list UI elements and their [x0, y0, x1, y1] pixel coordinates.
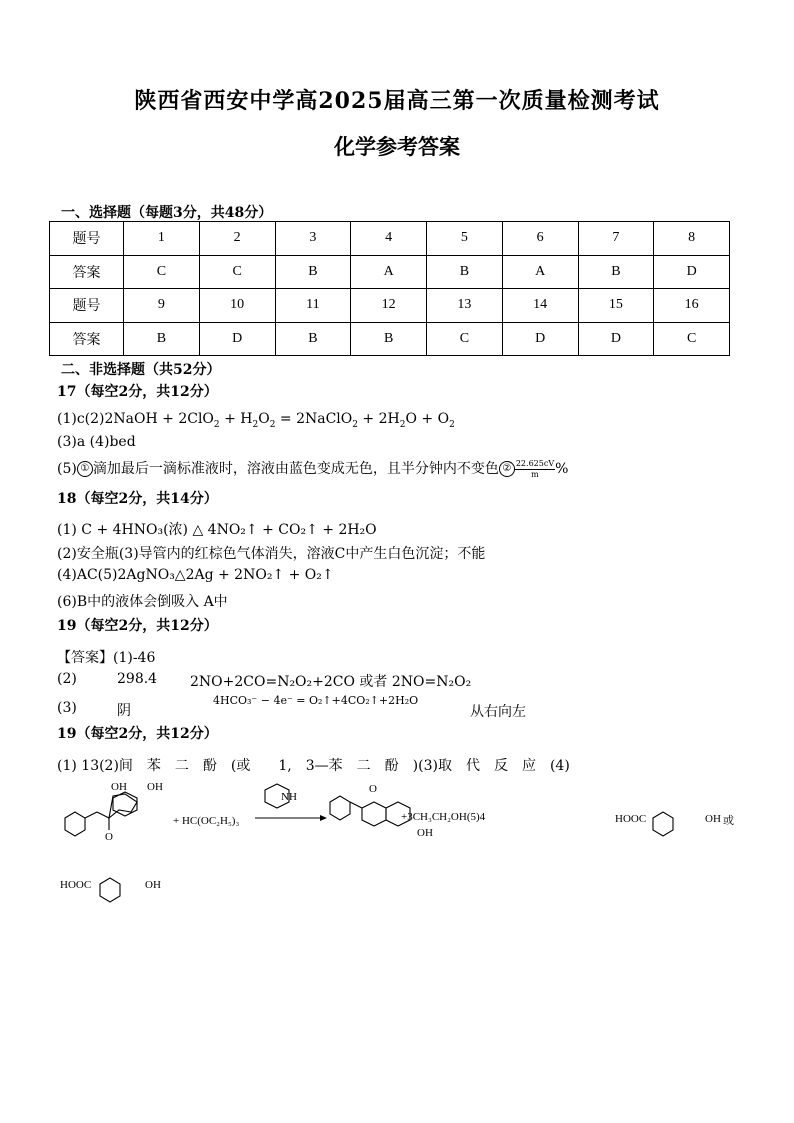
hydroxyl: OH	[417, 827, 433, 839]
table-cell: 题号	[50, 222, 124, 256]
q17-text: + 2H	[357, 411, 400, 427]
table-cell: B	[275, 255, 351, 289]
reagent: + HC(OC₂H₅)₃	[173, 815, 240, 827]
subscript: 2	[352, 419, 358, 430]
q17-text: O	[258, 411, 270, 427]
q18-line1: (1) C + 4HNO₃(浓) △ 4NO₂↑ + CO₂↑ + 2H₂O	[57, 522, 377, 538]
q19a-line2-value: 298.4	[117, 671, 158, 687]
table-cell: A	[351, 255, 427, 289]
table-cell: B	[275, 322, 351, 356]
table-cell: 3	[275, 222, 351, 256]
q17-line2: (3)a (4)bed	[57, 434, 136, 450]
q17-line1	[57, 411, 455, 430]
table-cell: D	[502, 322, 578, 356]
table-cell: 答案	[50, 255, 124, 289]
answer-structure-2	[60, 878, 161, 902]
answer-structure-1	[615, 812, 721, 836]
table-row	[50, 322, 730, 356]
subscript: 2	[269, 419, 276, 430]
table-cell: C	[427, 322, 503, 356]
answer-table	[49, 221, 730, 356]
reaction-scheme	[55, 780, 735, 910]
table-cell: D	[654, 255, 730, 289]
section1-heading: 一、选择题（每题3分，共48分）	[61, 205, 273, 221]
circled-number: ①	[77, 461, 93, 477]
hydroxyl: OH	[705, 813, 721, 825]
table-cell: 16	[654, 289, 730, 323]
table-cell: 答案	[50, 322, 124, 356]
table-cell: 8	[654, 222, 730, 256]
hydroxyl: OH	[111, 781, 127, 793]
table-cell: 5	[427, 222, 503, 256]
subscript: 2	[449, 419, 455, 430]
q18-line2: (2)安全瓶(3)导管内的红棕色气体消失，溶液C中产生白色沉淀；不能	[57, 546, 486, 562]
q17-heading: 17（每空2分，共12分）	[57, 384, 218, 400]
table-cell: 9	[124, 289, 200, 323]
page-subtitle: 化学参考答案	[334, 134, 460, 159]
section2-heading: 二、非选择题（共52分）	[61, 362, 221, 378]
table-cell: 12	[351, 289, 427, 323]
q17-line3	[57, 458, 568, 480]
q19a-line3-direction: 从右向左	[470, 704, 526, 720]
q18-line3: (4)AC(5)2AgNO₃△2Ag + 2NO₂↑ + O₂↑	[57, 567, 334, 583]
circled-number: ②	[499, 461, 515, 477]
hydroxyl: OH	[147, 781, 163, 793]
q18-line4: (6)B中的液体会倒吸入 A中	[57, 594, 228, 610]
table-row	[50, 255, 730, 289]
table-cell: D	[199, 322, 275, 356]
q19a-heading: 19（每空2分，共12分）	[57, 618, 218, 634]
carboxyl: HOOC	[60, 879, 92, 891]
q17-text: 滴加最后一滴标准液时，溶液由蓝色变成无色，且半分钟内不变色	[92, 461, 499, 477]
q19a-line2-num: (2)	[57, 671, 77, 687]
q19a-line3-value: 阴	[117, 703, 131, 719]
table-cell: 10	[199, 289, 275, 323]
table-cell: C	[654, 322, 730, 356]
fraction-numerator: 22.625cV	[515, 458, 555, 468]
q17-text: + H	[219, 411, 253, 427]
table-cell: 6	[502, 222, 578, 256]
carbonyl-o: O	[369, 783, 377, 795]
table-cell: 11	[275, 289, 351, 323]
q19b-heading: 19（每空2分，共12分）	[57, 726, 218, 742]
q18-heading: 18（每空2分，共14分）	[57, 491, 218, 507]
q17-text: = 2NaClO	[275, 411, 353, 427]
subscript: 2	[252, 419, 259, 430]
carbonyl-o: O	[105, 831, 113, 843]
q19a-line3-equation: 4HCO₃⁻ − 4e⁻ = O₂↑+4CO₂↑+2H₂O	[213, 694, 419, 707]
catalyst-structure	[265, 784, 297, 808]
table-cell: C	[199, 255, 275, 289]
q19a-line2-equation: 2NO+2CO=N₂O₂+2CO 或者 2NO=N₂O₂	[190, 674, 472, 690]
table-row	[50, 289, 730, 323]
q17-text: O + O	[405, 411, 450, 427]
percent-sign: %	[555, 461, 569, 477]
table-cell: B	[124, 322, 200, 356]
amine: NH	[281, 791, 297, 803]
or-label: 或	[723, 815, 734, 827]
q17-text: (1)c(2)2NaOH + 2ClO	[57, 411, 214, 427]
q19b-line1: (1) 13(2)间 苯 二 酚 (或 1, 3—苯 二 酚 )(3)取 代 反 应 (4)	[57, 758, 570, 774]
table-cell: 15	[578, 289, 654, 323]
table-cell: 2	[199, 222, 275, 256]
subscript: 2	[213, 419, 220, 430]
carboxyl: HOOC	[615, 813, 647, 825]
table-cell: 4	[351, 222, 427, 256]
table-cell: B	[427, 255, 503, 289]
page-title: 陕西省西安中学高2025届高三第一次质量检测考试	[134, 88, 660, 114]
table-cell: B	[578, 255, 654, 289]
table-cell: 13	[427, 289, 503, 323]
byproduct: +3CH₃CH₂OH(5)4	[401, 811, 486, 823]
subscript: 2	[399, 419, 406, 430]
table-cell: 题号	[50, 289, 124, 323]
table-cell: B	[351, 322, 427, 356]
table-cell: D	[578, 322, 654, 356]
table-cell: 1	[124, 222, 200, 256]
table-cell: A	[502, 255, 578, 289]
table-cell: 7	[578, 222, 654, 256]
q19a-line1: 【答案】(1)-46	[57, 650, 156, 666]
reactant-structure	[65, 781, 163, 843]
table-cell: 14	[502, 289, 578, 323]
fraction	[515, 459, 555, 480]
q17-text: (5)	[57, 461, 77, 477]
q19a-line3-num: (3)	[57, 700, 77, 716]
fraction-denominator: m	[531, 469, 539, 479]
table-row	[50, 222, 730, 256]
hydroxyl: OH	[145, 879, 161, 891]
table-cell: C	[124, 255, 200, 289]
